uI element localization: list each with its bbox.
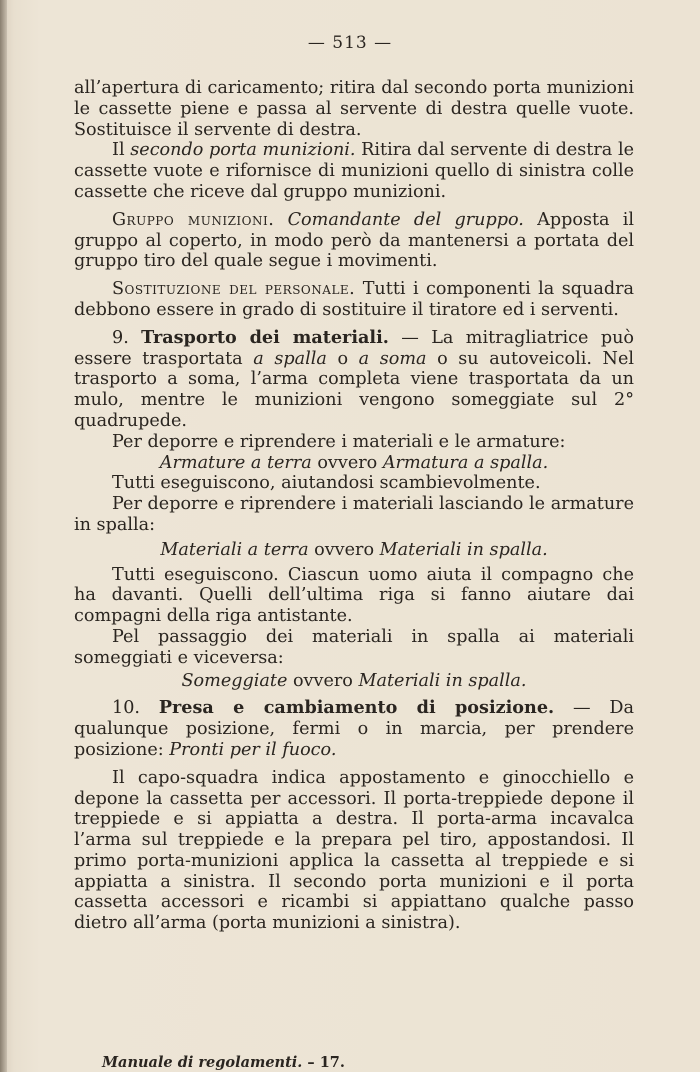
section-number: 9. bbox=[112, 327, 142, 348]
text-run: Tutti eseguiscono, aiutandosi scambievolmente. bbox=[112, 473, 541, 494]
text-run: Il capo-squadra indica appostamento e ginocchiello e depone la cassetta per accessori. Il porta-treppiede depone il treppiede e si appiatta a destra. Il porta-arma incavalca l’arma sul treppiede e la prepara pel tiro, appostandosi. Il primo porta-munizioni applica la cassetta al treppiede e si appiatta a sinistra. Il secondo porta munizioni e il porta cassetta accessori e ricambi si appiattano qualche passo dietro all’arma (porta munizioni a sinistra). bbox=[74, 767, 634, 934]
paragraph bbox=[74, 698, 634, 760]
paragraph bbox=[74, 432, 634, 453]
page-number: — 513 — bbox=[307, 33, 393, 53]
paragraph bbox=[74, 473, 634, 494]
section-heading: Sostituzione del personale. bbox=[112, 279, 356, 300]
text-run: Tutti i componenti la squadra debbono essere in grado di sostituire il tiratore ed i serventi. bbox=[74, 279, 634, 320]
text-run: — La mitragliatrice può essere trasportata bbox=[74, 327, 635, 369]
text-run: — Da qualunque posizione, fermi o in marcia, per prendere posizione: bbox=[74, 698, 634, 760]
footer-title: Manuale di regolamenti. bbox=[102, 1054, 303, 1071]
text-run: Il bbox=[112, 140, 131, 161]
role-heading: Comandante del gruppo. bbox=[287, 209, 524, 230]
paragraph bbox=[74, 210, 634, 272]
command-text: Armatura a spalla. bbox=[382, 452, 549, 473]
section-heading: Gruppo munizioni. bbox=[112, 209, 275, 230]
text-run: ovvero bbox=[308, 539, 380, 560]
command-text: a spalla bbox=[253, 348, 327, 369]
text-run: Per deporre e riprendere i materiali lasciando le armature in spalla: bbox=[74, 494, 634, 535]
page-body bbox=[74, 78, 634, 934]
role-heading: secondo porta munizioni. bbox=[130, 140, 356, 161]
footer-sheet-number: – 17. bbox=[302, 1054, 345, 1071]
text-run: ovvero bbox=[311, 452, 383, 473]
section-number: 10. bbox=[112, 698, 159, 719]
text-run: o su autoveicoli. Nel trasporto a soma, l’arma completa viene trasportata da un mulo, mentre le munizioni vengono someggiate sul 2° quadrupede. bbox=[74, 348, 634, 431]
section-title: Trasporto dei materiali. bbox=[141, 326, 389, 348]
command-line bbox=[74, 453, 634, 474]
paragraph bbox=[74, 279, 634, 321]
section-title: Presa e cambiamento di posizione. bbox=[158, 697, 555, 719]
text-run: ovvero bbox=[287, 670, 359, 691]
paragraph bbox=[74, 78, 634, 140]
page-footer bbox=[102, 1054, 345, 1071]
text-run: o bbox=[326, 348, 359, 369]
paragraph bbox=[74, 328, 634, 432]
text-run bbox=[274, 210, 287, 230]
command-text: Materiali in spalla. bbox=[358, 670, 527, 691]
command-line bbox=[74, 671, 634, 692]
paragraph bbox=[74, 768, 634, 934]
text-run: Ritira dal servente di destra le cassette vuote e rifornisce di munizioni quello di sinistra colle cassette che riceve dal gruppo munizioni. bbox=[74, 140, 634, 202]
text-run: Pel passaggio dei materiali in spalla ai materiali someggiati e viceversa: bbox=[74, 626, 634, 668]
paragraph bbox=[74, 140, 634, 202]
text-run: Per deporre e riprendere i materiali e le armature: bbox=[112, 431, 566, 452]
paragraph bbox=[74, 494, 634, 536]
paragraph bbox=[74, 565, 634, 627]
command-text: Materiali a terra bbox=[160, 539, 309, 560]
command-text: Materiali in spalla. bbox=[379, 539, 548, 560]
page-spine bbox=[0, 0, 7, 1072]
text-run: Tutti eseguiscono. Ciascun uomo aiuta il compagno che ha davanti. Quelli dell’ultima riga si fanno aiutare dai compagni della riga antistante. bbox=[74, 564, 634, 627]
command-text: Pronti per il fuoco. bbox=[169, 739, 337, 760]
paragraph bbox=[74, 627, 634, 669]
command-text: a soma bbox=[358, 348, 427, 369]
text-run: Apposta il gruppo al coperto, in modo però da mantenersi a portata del gruppo tiro del quale segue i movimenti. bbox=[74, 209, 635, 272]
command-text: Someggiate bbox=[181, 670, 288, 691]
text-run: all’apertura di caricamento; ritira dal secondo porta munizioni le cassette piene e passa al servente di destra quelle vuote. Sostituisce il servente di destra. bbox=[74, 78, 634, 140]
command-line bbox=[74, 540, 634, 561]
command-text: Armature a terra bbox=[159, 452, 312, 473]
